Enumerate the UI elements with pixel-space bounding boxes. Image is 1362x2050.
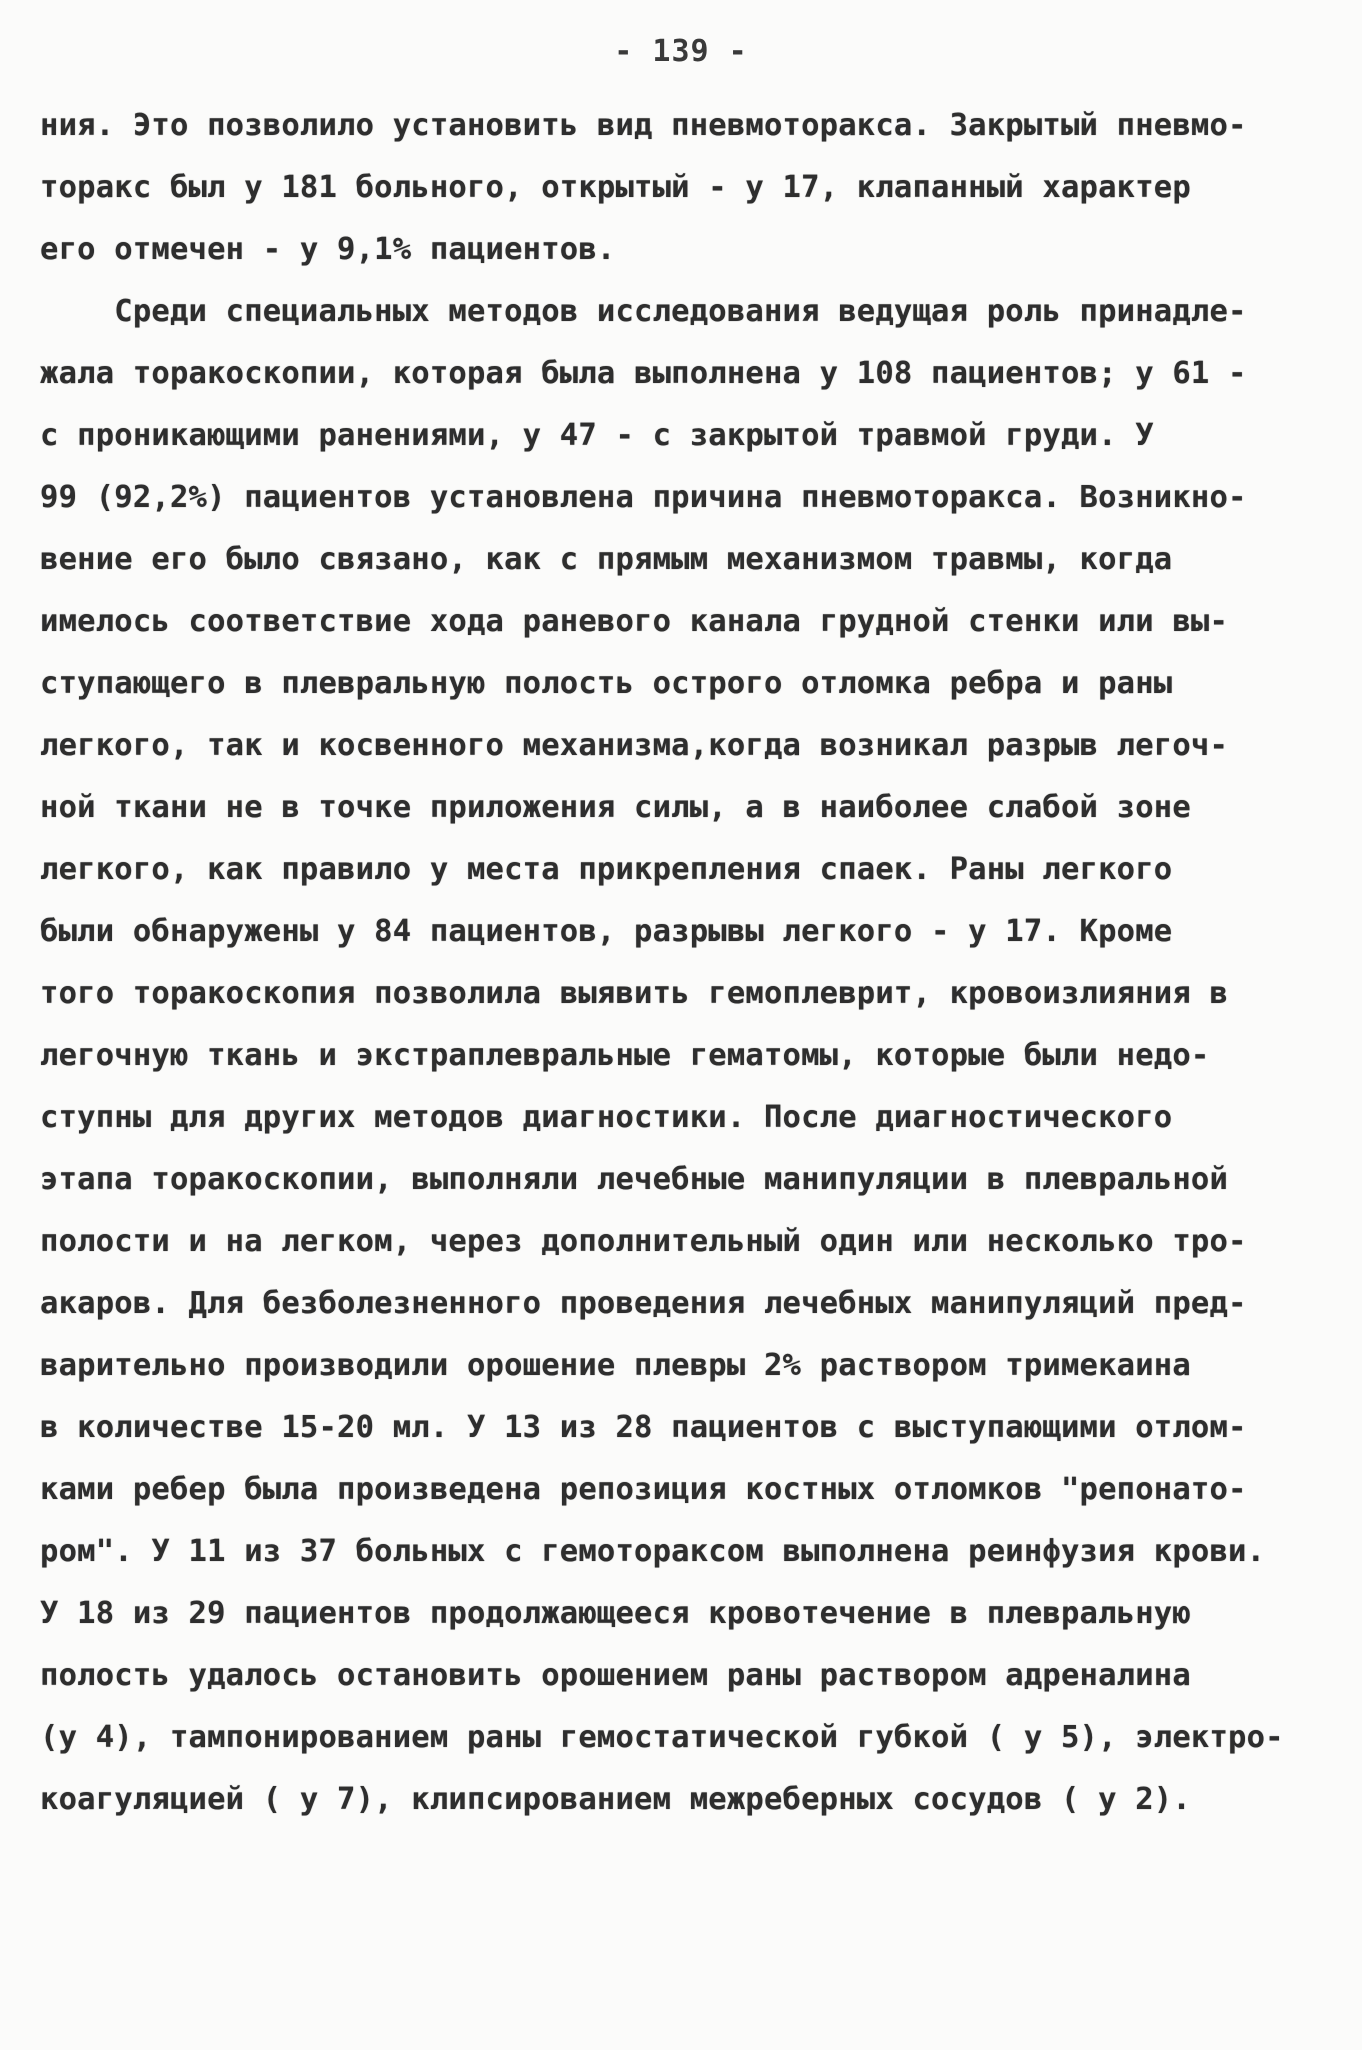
text-line: ками ребер была произведена репозиция костных отломков "репонато- bbox=[40, 1472, 1247, 1507]
text-line: вение его было связано, как с прямым механизмом травмы, когда bbox=[40, 542, 1173, 577]
text-line: того торакоскопия позволила выявить гемоплеврит, кровоизлияния в bbox=[40, 976, 1229, 1011]
text-line: акаров. Для безболезненного проведения лечебных манипуляций пред- bbox=[40, 1286, 1247, 1321]
text-line: ступающего в плевральную полость острого отломка ребра и раны bbox=[40, 666, 1173, 701]
text-line: были обнаружены у 84 пациентов, разрывы легкого - у 17. Кроме bbox=[40, 914, 1173, 949]
text-line: легкого, так и косвенного механизма,когда возникал разрыв легоч- bbox=[40, 728, 1229, 763]
body-text bbox=[40, 95, 1300, 1831]
text-line: Среди специальных методов исследования ведущая роль принадле- bbox=[40, 294, 1247, 329]
text-line: коагуляцией ( у 7), клипсированием межреберных сосудов ( у 2). bbox=[40, 1782, 1191, 1817]
text-line: этапа торакоскопии, выполняли лечебные манипуляции в плевральной bbox=[40, 1162, 1229, 1197]
text-line: торакс был у 181 больного, открытый - у 17, клапанный характер bbox=[40, 170, 1191, 205]
text-line: ния. Это позволило установить вид пневмоторакса. Закрытый пневмо- bbox=[40, 108, 1247, 143]
page-number: - 139 - bbox=[614, 34, 748, 69]
text-line: ступны для других методов диагностики. После диагностического bbox=[40, 1100, 1173, 1135]
text-line: имелось соответствие хода раневого канала грудной стенки или вы- bbox=[40, 604, 1229, 639]
text-line: У 18 из 29 пациентов продолжающееся кровотечение в плевральную bbox=[40, 1596, 1191, 1631]
text-line: (у 4), тампонированием раны гемостатической губкой ( у 5), электро- bbox=[40, 1720, 1284, 1755]
text-line: варительно производили орошение плевры 2% раствором тримекаина bbox=[40, 1348, 1191, 1383]
text-line: с проникающими ранениями, у 47 - с закрытой травмой груди. У bbox=[40, 418, 1154, 453]
text-line: ной ткани не в точке приложения силы, а в наиболее слабой зоне bbox=[40, 790, 1191, 825]
text-line: его отмечен - у 9,1% пациентов. bbox=[40, 232, 616, 267]
text-line: в количестве 15-20 мл. У 13 из 28 пациентов с выступающими отлом- bbox=[40, 1410, 1247, 1445]
text-line: ром". У 11 из 37 больных с гемотораксом выполнена реинфузия крови. bbox=[40, 1534, 1266, 1569]
text-line: полость удалось остановить орошением раны раствором адреналина bbox=[40, 1658, 1191, 1693]
text-line: легкого, как правило у места прикрепления спаек. Раны легкого bbox=[40, 852, 1173, 887]
text-line: жала торакоскопии, которая была выполнена у 108 пациентов; у 61 - bbox=[40, 356, 1247, 391]
text-line: полости и на легком, через дополнительный один или несколько тро- bbox=[40, 1224, 1247, 1259]
text-line: 99 (92,2%) пациентов установлена причина пневмоторакса. Возникно- bbox=[40, 480, 1247, 515]
text-line: легочную ткань и экстраплевральные гематомы, которые были недо- bbox=[40, 1038, 1210, 1073]
